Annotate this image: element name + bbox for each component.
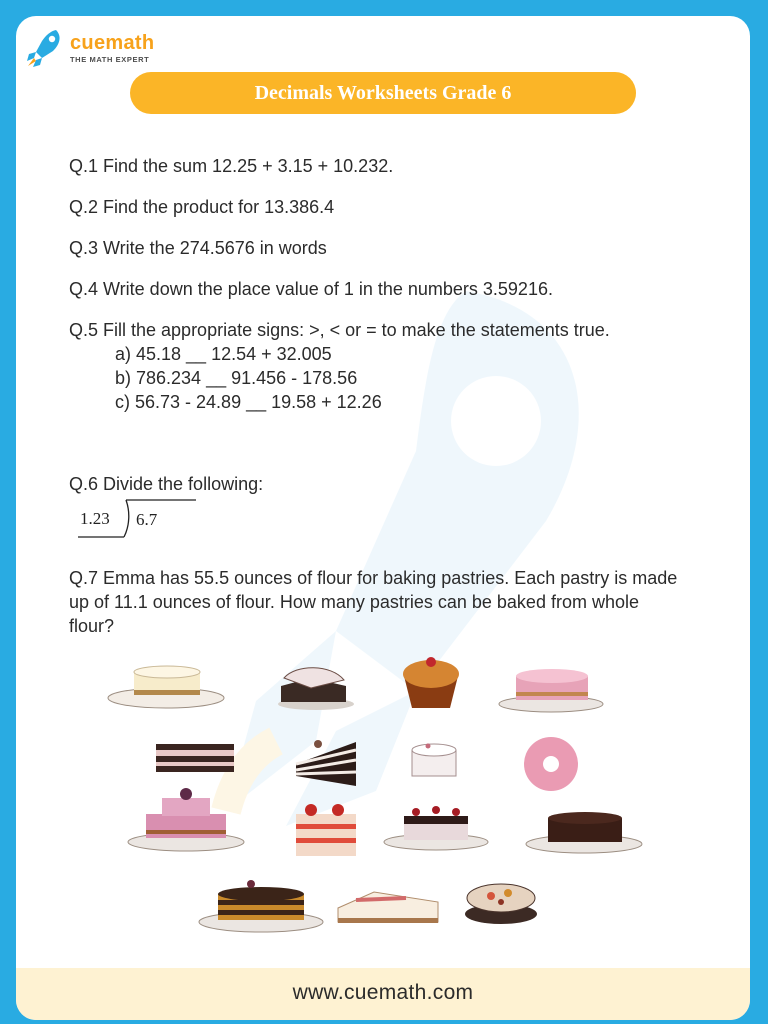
brand-name: cuemath — [70, 32, 155, 54]
long-division — [78, 497, 198, 539]
fruit-tart-icon — [465, 884, 537, 924]
layered-cake-slice-icon — [296, 740, 356, 786]
brand-tagline: THE MATH EXPERT — [70, 55, 150, 64]
question-7: Q.7 Emma has 55.5 ounces of flour for baking pastries. Each pastry is made up of 11.1 ounces of flour. How many pastries can be baked from whole flour? — [69, 568, 678, 636]
chocolate-slice-icon — [278, 668, 354, 710]
question-5-option-c: c) 56.73 - 24.89 __ 19.58 + 12.26 — [115, 392, 382, 412]
question-5 — [69, 318, 679, 414]
black-forest-cake-icon — [384, 806, 488, 850]
question-5-text: Q.5 Fill the appropriate signs: >, < or = to make the statements true. — [69, 320, 610, 340]
cheesecake-icon — [108, 666, 224, 708]
question-5-option-a: a) 45.18 __ 12.54 + 32.005 — [115, 344, 332, 364]
question-2: Q.2 Find the product for 13.386.4 — [69, 197, 335, 217]
chocolate-cake-icon — [526, 812, 642, 853]
question-5-option-b: b) 786.234 __ 91.456 - 178.56 — [115, 368, 358, 388]
pink-layer-cake-icon — [499, 669, 603, 712]
question-6-text: Q.6 Divide the following: — [69, 474, 264, 494]
pastries-illustration — [106, 646, 666, 946]
pink-donut-icon — [524, 737, 578, 791]
mini-white-cake-icon — [412, 744, 456, 777]
caramel-layer-cake-icon — [199, 880, 323, 932]
footer-url[interactable]: www.cuemath.com — [292, 981, 474, 1004]
worksheet-title: Decimals Worksheets Grade 6 — [130, 72, 636, 114]
question-3: Q.3 Write the 274.5676 in words — [69, 238, 327, 258]
worksheet-page — [16, 16, 750, 1020]
rocket-logo-icon — [26, 28, 62, 68]
dividend: 6.7 — [136, 510, 158, 529]
cheesecake-slice-icon — [338, 892, 438, 923]
pink-tiered-cake-icon — [128, 788, 244, 851]
question-1: Q.1 Find the sum 12.25 + 3.15 + 10.232. — [69, 156, 394, 176]
tiramisu-bar-icon — [156, 744, 234, 772]
cuemath-logo — [26, 28, 154, 68]
divisor: 1.23 — [80, 509, 110, 528]
cupcake-icon — [403, 657, 459, 708]
strawberry-slice-icon — [296, 804, 356, 856]
question-4: Q.4 Write down the place value of 1 in the numbers 3.59216. — [69, 279, 553, 299]
